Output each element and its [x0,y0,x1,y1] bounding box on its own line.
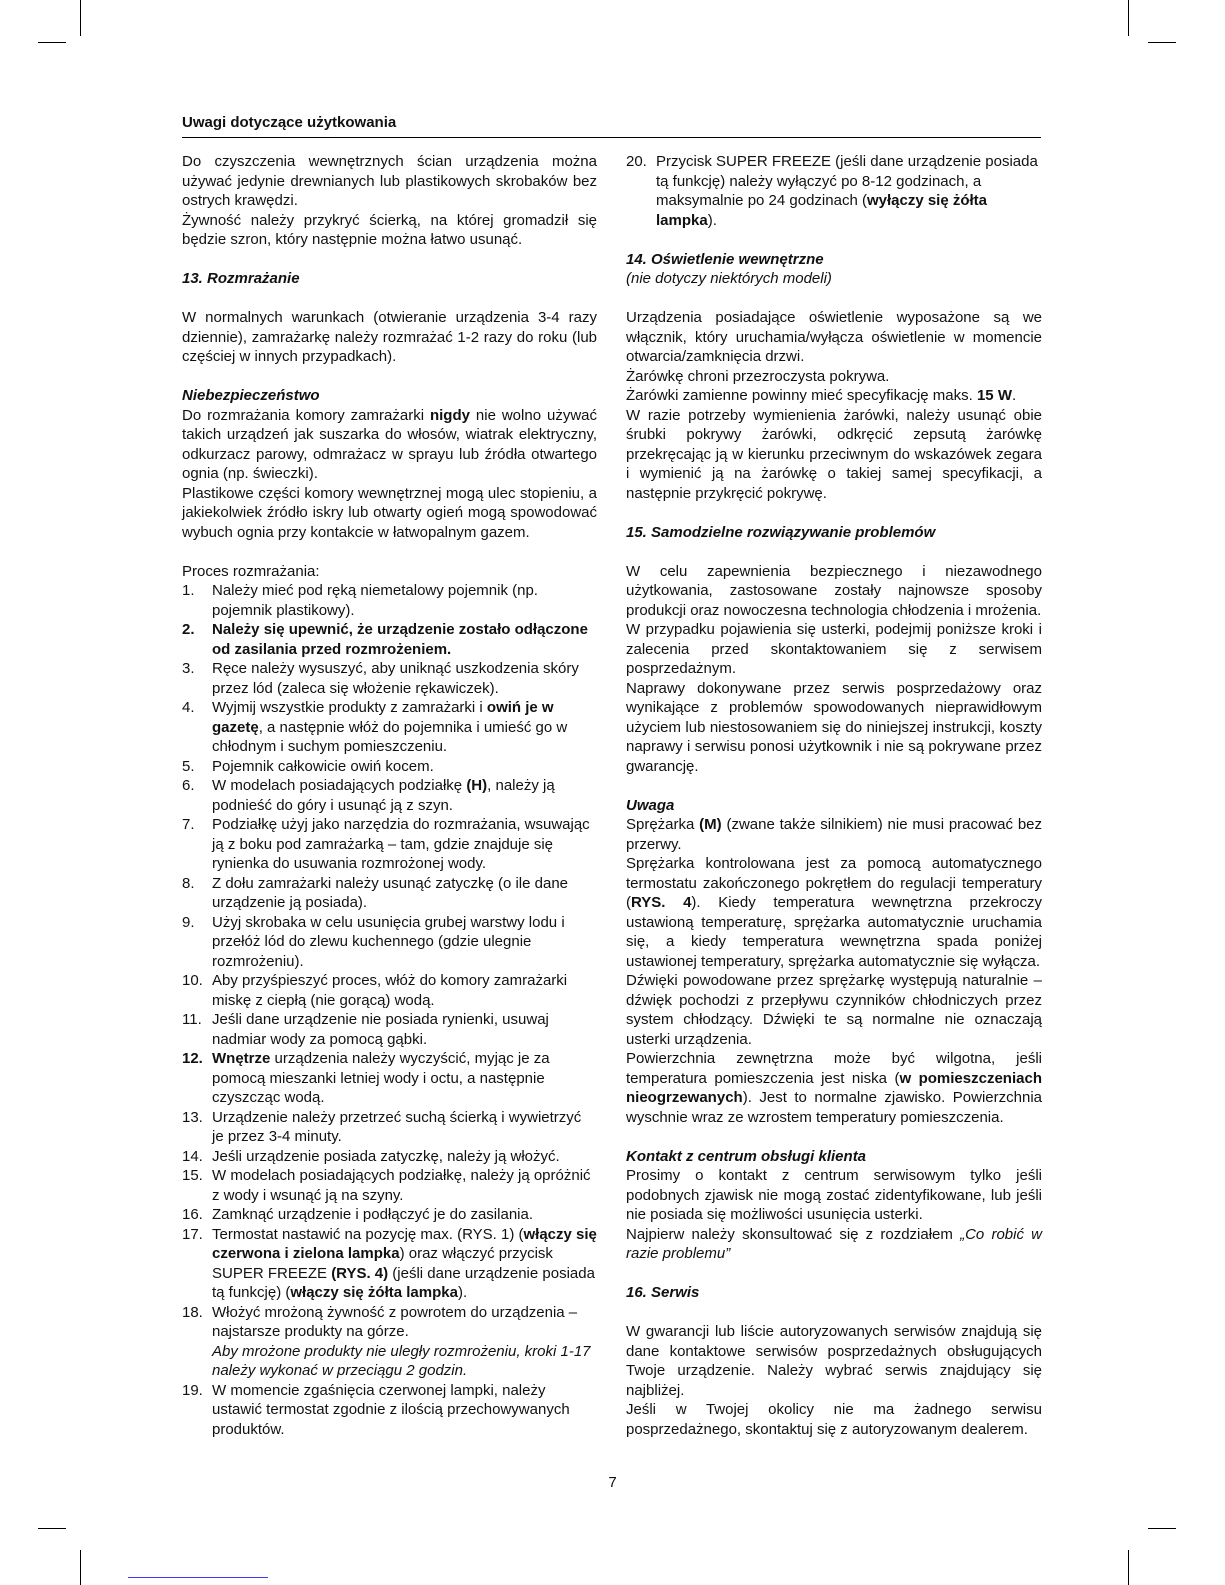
danger-paragraph: Do rozmrażania komory zamrażarki nigdy nie wolno używać takich urządzeń jak suszarka do włosów, wiatrak elektryczny, odkurzacz parowy, odmrażacz w sprayu lub źródła otwartego ognia (np. świeczki). [182,406,597,482]
crop-mark [1128,0,1129,36]
list-item: 5. Pojemnik całkowicie owiń kocem. [182,757,434,775]
list-item: 15. W modelach posiadających podziałkę, należy ją opróżnić z wody i wsunąć ją na szyny. [182,1167,591,1204]
list-item: 1. Należy mieć pod ręką niemetalowy pojemnik (np. pojemnik plastikowy). [182,582,538,619]
intro-paragraph: Żywność należy przykryć ścierką, na której gromadził się będzie szron, który następnie można łatwo usunąć. [182,211,597,248]
process-title: Proces rozmrażania: [182,562,320,580]
kontakt-paragraph: Prosimy o kontakt z centrum serwisowym tylko jeśli podobnych zjawisk nie mogą zostać zidentyfikowane, lub jeśli nie posiada się możliwości usunięcia usterki. [626,1167,1042,1223]
list-item: 14. Jeśli urządzenie posiada zatyczkę, należy ją włożyć. [182,1147,560,1165]
crop-mark [80,1550,81,1585]
section-14-subtitle: (nie dotyczy niektórych modeli) [626,270,832,287]
page-number: 7 [608,1474,617,1491]
uwaga-paragraph: Sprężarka (M) (zwane także silnikiem) nie musi pracować bez przerwy. [626,816,1042,853]
section-14-paragraph: Urządzenia posiadające oświetlenie wyposażone są we włącznik, który uruchamia/wyłącza oświetlenie w momencie otwarcia/zamknięcia drzwi. [626,309,1042,365]
section-15-paragraph: W przypadku pojawienia się usterki, podejmij poniższe kroki i zalecenia przed skontaktowaniem się z serwisem posprzedażnym. [626,621,1042,677]
list-item: 16. Zamknąć urządzenie i podłączyć je do zasilania. [182,1206,533,1223]
kontakt-paragraph: Najpierw należy skonsultować się z rozdziałem „Co robić w razie problemu” [626,1225,1042,1262]
crop-mark [1148,1528,1176,1529]
list-item: 3. Ręce należy wysuszyć, aby uniknąć uszkodzenia skóry przez lód (zaleca się włożenie rękawiczek). [182,660,579,697]
list-item: 8. Z dołu zamrażarki należy usunąć zatyczkę (o ile dane urządzenie ją posiada). [182,874,569,911]
section-16-paragraph: W gwarancji lub liście autoryzowanych serwisów znajdują się dane kontaktowe serwisów posprzedażnych obsługujących Twoje urządzenie. Należy wybrać serwis znajdujący się najbliżej. [626,1323,1042,1399]
section-14-title: 14. Oświetlenie wewnętrzne [626,250,824,268]
bottom-link-rule [128,1577,268,1578]
section-16-paragraph: Jeśli w Twojej okolicy nie ma żadnego serwisu posprzedażnego, skontaktuj się z autoryzowanym dealerem. [626,1401,1042,1438]
crop-mark [38,42,66,43]
header-rule [182,137,1041,138]
list-item: 10. Aby przyśpieszyć proces, włóż do komory zamrażarki miskę z ciepłą (nie gorącą) wodą. [182,972,568,1009]
list-item: 20. Przycisk SUPER FREEZE (jeśli dane urządzenie posiada tą funkcję) należy wyłączyć po 8-12 godzinach, a maksymalnie po 24 godzinach (wyłączy się żółta lampka). [626,153,1038,229]
list-item: 11. Jeśli dane urządzenie nie posiada rynienki, usuwaj nadmiar wody za pomocą gąbki. [182,1011,549,1048]
section-14-paragraph: Żarówki zamienne powinny mieć specyfikację maks. 15 W. [626,387,1017,404]
defrost-steps-continued [626,152,1042,230]
list-item: 6. W modelach posiadających podziałkę (H), należy ją podnieść do góry i usunąć ją z szyn. [182,777,555,814]
uwaga-paragraph: Powierzchnia zewnętrzna może być wilgotna, jeśli temperatura pomieszczenia jest niska (w pomieszczeniach nieogrzewanych). Jest to normalne zjawisko. Powierzchnia wyschnie wraz ze wzrostem temperatury pomieszczenia. [626,1050,1042,1126]
section-16-title: 16. Serwis [626,1284,700,1301]
crop-mark [80,0,81,36]
crop-mark [1128,1550,1129,1585]
intro-paragraph: Do czyszczenia wewnętrznych ścian urządzenia można używać jedynie drewnianych lub plastikowych skrobaków bez ostrych krawędzi. [182,153,597,209]
section-13-title: 13. Rozmrażanie [182,270,300,287]
section-14-paragraph: W razie potrzeby wymienienia żarówki, należy usunąć obie śrubki pokrywy żarówki, odkręcić zepsutą żarówkę przekręcając ją w kierunku przeciwnym do wskazówek zegara i wymienić ją na żarówkę o takiej samej specyfikacji, a następnie przykręcić pokrywę. [626,406,1042,502]
left-column [182,152,597,1439]
danger-paragraph: Plastikowe części komory wewnętrznej mogą ulec stopieniu, a jakiekolwiek źródło iskry lub otwarty ogień mogą spowodować wybuch ognia przy kontakcie w łatwopalnym gazem. [182,484,597,541]
page-header: Uwagi dotyczące użytkowania [182,114,397,131]
list-item: 2. Należy się upewnić, że urządzenie zostało odłączone od zasilania przed rozmrożeniem. [182,621,588,658]
uwaga-title: Uwaga [626,796,675,814]
section-15-paragraph: Naprawy dokonywane przez serwis posprzedażowy oraz wynikające z problemów spowodowanych nieprawidłowym użyciem lub niestosowaniem się do niniejszej instrukcji, koszty naprawy i serwisu ponosi użytkownik i nie są pokrywane przez gwarancję. [626,679,1042,775]
kontakt-title: Kontakt z centrum obsługi klienta [626,1147,867,1165]
list-item: 7. Podziałkę użyj jako narzędzia do rozmrażania, wsuwając ją z boku pod zamrażarką – tam, gdzie znajduje się rynienka do usuwania rozmrożonej wody. [182,816,590,872]
list-item: 12. Wnętrze urządzenia należy wyczyścić, myjąc je za pomocą mieszanki letniej wody i octu, a następnie czyszcząc wodą. [182,1050,550,1106]
list-item: 17. Termostat nastawić na pozycję max. (RYS. 1) (włączy się czerwona i zielona lampka) oraz włączyć przycisk SUPER FREEZE (RYS. 4) (jeśli dane urządzenie posiada tą funkcję) (włączy się żółta lampka). [182,1225,597,1301]
list-item: 4. Wyjmij wszystkie produkty z zamrażarki i owiń je w gazetę, a następnie włóż do pojemnika i umieść go w chłodnym i suchym pomieszczeniu. [182,699,568,755]
crop-mark [1148,42,1176,43]
uwaga-paragraph: Dźwięki powodowane przez sprężarkę występują naturalnie – dźwięk pochodzi z przepływu czynników chłodniczych przez system chłodzący. Dźwięki te są normalne nie oznaczają usterki urządzenia. [626,972,1042,1048]
uwaga-paragraph: Sprężarka kontrolowana jest za pomocą automatycznego termostatu zakończonego pokrętłem do regulacji temperatury (RYS. 4). Kiedy temperatura wewnętrzna przekroczy ustawioną temperaturę, sprężarka automatycznie uruchamia się, a kiedy temperatura wewnętrzna spada poniżej ustawionej temperatury, sprężarka automatycznie się wyłącza. [626,855,1042,970]
list-item: 9. Użyj skrobaka w celu usunięcia grubej warstwy lodu i przełóż lód do zlewu kuchennego (gdzie ulegnie rozmrożeniu). [182,913,565,970]
section-13-paragraph: W normalnych warunkach (otwieranie urządzenia 3-4 razy dziennie), zamrażarkę należy rozmrażać 1-2 razy do roku (lub częściej w innych przypadkach). [182,309,597,365]
section-15-title: 15. Samodzielne rozwiązywanie problemów [626,523,936,541]
list-item: 13. Urządzenie należy przetrzeć suchą ścierką i wywietrzyć je przez 3-4 minuty. [182,1108,582,1145]
crop-mark [38,1528,66,1529]
section-14-paragraph: Żarówkę chroni przezroczysta pokrywa. [626,367,890,385]
list-item: 18. Włożyć mrożoną żywność z powrotem do urządzenia – najstarsze produkty na górze. Aby mrożone produkty nie uległy rozmrożeniu, kroki 1-17 należy wykonać w przeciągu 2 godzin. [182,1303,591,1379]
right-column [626,152,1042,1439]
defrost-steps [182,581,597,1439]
section-15-paragraph: W celu zapewnienia bezpiecznego i niezawodnego użytkowania, zastosowane zostały najnowsze sposoby produkcji oraz nowoczesna technologia chłodzenia i mrożenia. [626,562,1042,619]
danger-title: Niebezpieczeństwo [182,387,320,404]
list-item: 19. W momencie zgaśnięcia czerwonej lampki, należy ustawić termostat zgodnie z ilością przechowywanych produktów. [182,1381,570,1438]
